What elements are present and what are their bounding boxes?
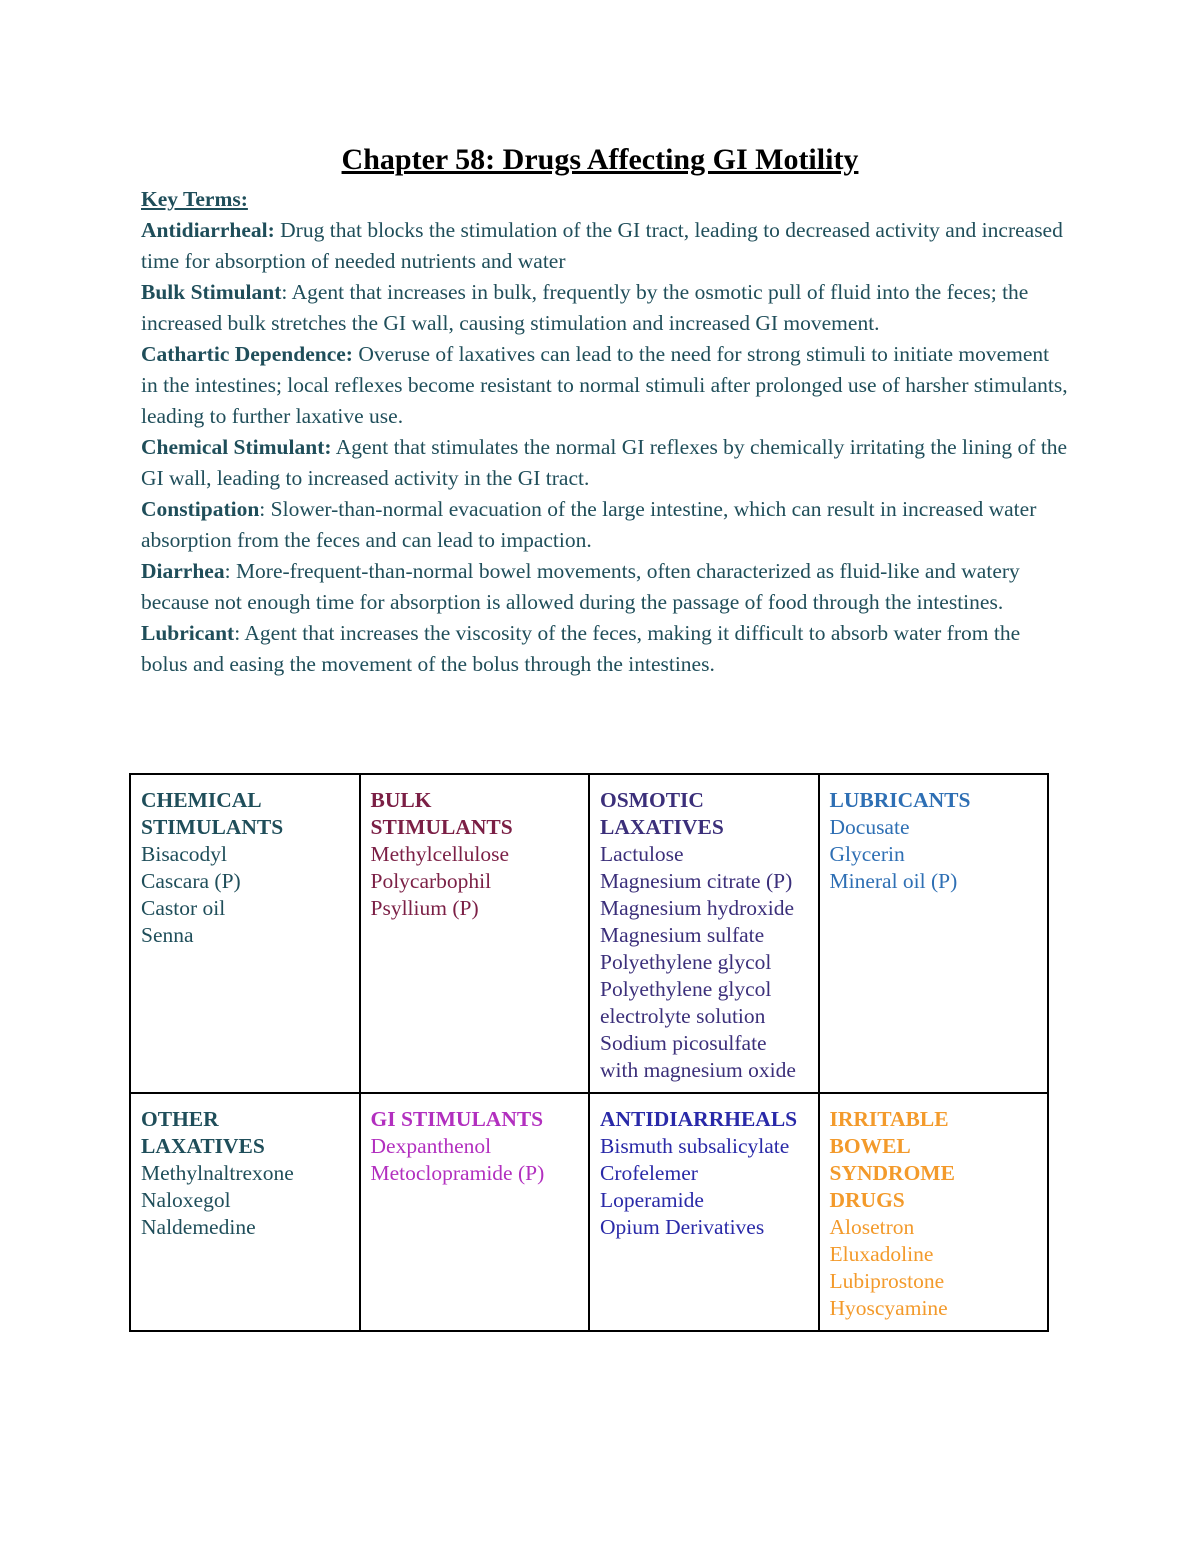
key-term-name: Diarrhea	[141, 559, 225, 583]
key-term-definition: : Agent that increases in bulk, frequently by the osmotic pull of fluid into the feces; the increased bulk stretches the GI wall, causing stimulation and increased GI movement.	[141, 280, 1029, 335]
key-term-entry	[141, 432, 1071, 494]
key-term-definition: Drug that blocks the stimulation of the GI tract, leading to decreased activity and increased time for absorption of needed nutrients and water	[141, 218, 1063, 273]
drug-name: Glycerin	[829, 842, 905, 866]
drug-name: Psyllium (P)	[370, 896, 479, 920]
category-title: CHEMICAL STIMULANTS	[141, 788, 284, 839]
key-term-entry	[141, 339, 1071, 432]
drug-categories-table	[129, 773, 1049, 1332]
drug-category-cell	[589, 774, 819, 1093]
drug-name: Sodium picosulfate	[600, 1031, 767, 1055]
category-title: LUBRICANTS	[829, 788, 971, 812]
drug-name: Dexpanthenol	[370, 1134, 492, 1158]
drug-name: Lactulose	[600, 842, 684, 866]
table-row	[130, 1093, 1048, 1331]
key-term-definition: Overuse of laxatives can lead to the need for strong stimuli to initiate movement in the intestines; local reflexes become resistant to normal stimuli after prolonged use of harsher stimulants, leading to further laxative use.	[141, 342, 1068, 428]
drug-name: Cascara (P)	[141, 869, 241, 893]
drug-category-cell	[819, 1093, 1049, 1331]
key-term-entry	[141, 556, 1071, 618]
drug-name: Castor oil	[141, 896, 226, 920]
category-title: GI STIMULANTS	[370, 1107, 544, 1131]
drug-name: Metoclopramide (P)	[370, 1161, 545, 1185]
drug-category-cell	[819, 774, 1049, 1093]
drug-name: Lubiprostone	[829, 1269, 945, 1293]
key-term-entry	[141, 277, 1071, 339]
drug-name: Bisacodyl	[141, 842, 227, 866]
key-term-name: Cathartic Dependence:	[141, 342, 353, 366]
drug-name: Methylcellulose	[370, 842, 510, 866]
category-title: ANTIDIARRHEALS	[600, 1107, 798, 1131]
drug-name: Senna	[141, 923, 194, 947]
key-term-name: Antidiarrheal:	[141, 218, 275, 242]
drug-name: Crofelemer	[600, 1161, 698, 1185]
page-title: Chapter 58: Drugs Affecting GI Motility	[341, 143, 859, 176]
key-term-definition: Agent that stimulates the normal GI reflexes by chemically irritating the lining of the GI wall, leading to increased activity in the GI tract.	[141, 435, 1068, 490]
drug-name: Polyethylene glycol	[600, 950, 772, 974]
drug-category-cell	[130, 774, 360, 1093]
drug-category-cell	[360, 774, 590, 1093]
drug-name: Eluxadoline	[829, 1242, 934, 1266]
key-terms-list	[141, 215, 1071, 680]
drug-name: Mineral oil (P)	[829, 869, 958, 893]
drug-name: Magnesium citrate (P)	[600, 869, 793, 893]
key-terms-heading: Key Terms:	[141, 187, 248, 211]
category-title: BULK STIMULANTS	[370, 788, 513, 839]
category-title: OSMOTIC LAXATIVES	[600, 788, 724, 839]
drug-name: Alosetron	[829, 1215, 915, 1239]
drug-category-cell	[589, 1093, 819, 1331]
drug-name: Loperamide	[600, 1188, 704, 1212]
drug-name: Magnesium sulfate	[600, 923, 765, 947]
key-term-name: Bulk Stimulant	[141, 280, 282, 304]
key-term-definition: : Slower-than-normal evacuation of the large intestine, which can result in increased water absorption from the feces and can lead to impaction.	[141, 497, 1037, 552]
drug-name: Magnesium hydroxide	[600, 896, 795, 920]
key-term-definition: : Agent that increases the viscosity of the feces, making it difficult to absorb water from the bolus and easing the movement of the bolus through the intestines.	[141, 621, 1021, 676]
category-title: OTHER LAXATIVES	[141, 1107, 265, 1158]
drug-name: Naldemedine	[141, 1215, 256, 1239]
drug-name: with magnesium oxide	[600, 1058, 796, 1082]
key-term-name: Chemical Stimulant:	[141, 435, 332, 459]
table-row	[130, 774, 1048, 1093]
drug-name: Opium Derivatives	[600, 1215, 765, 1239]
key-terms-section	[141, 184, 1071, 680]
drug-name: Docusate	[829, 815, 910, 839]
drug-name: Hyoscyamine	[829, 1296, 948, 1320]
drug-name: Bismuth subsalicylate	[600, 1134, 790, 1158]
drug-name: Naloxegol	[141, 1188, 231, 1212]
drug-category-cell	[360, 1093, 590, 1331]
key-term-entry	[141, 494, 1071, 556]
key-term-entry	[141, 215, 1071, 277]
drug-name: electrolyte solution	[600, 1004, 766, 1028]
drug-name: Polyethylene glycol	[600, 977, 772, 1001]
drug-name: Polycarbophil	[370, 869, 492, 893]
drug-category-cell	[130, 1093, 360, 1331]
key-term-name: Constipation	[141, 497, 260, 521]
key-term-definition: : More-frequent-than-normal bowel movements, often characterized as fluid-like and watery because not enough time for absorption is allowed during the passage of food through the intestines.	[141, 559, 1020, 614]
drug-name: Methylnaltrexone	[141, 1161, 294, 1185]
key-term-name: Lubricant	[141, 621, 235, 645]
key-term-entry	[141, 618, 1071, 680]
category-title: IRRITABLE BOWEL SYNDROME DRUGS	[829, 1107, 955, 1212]
